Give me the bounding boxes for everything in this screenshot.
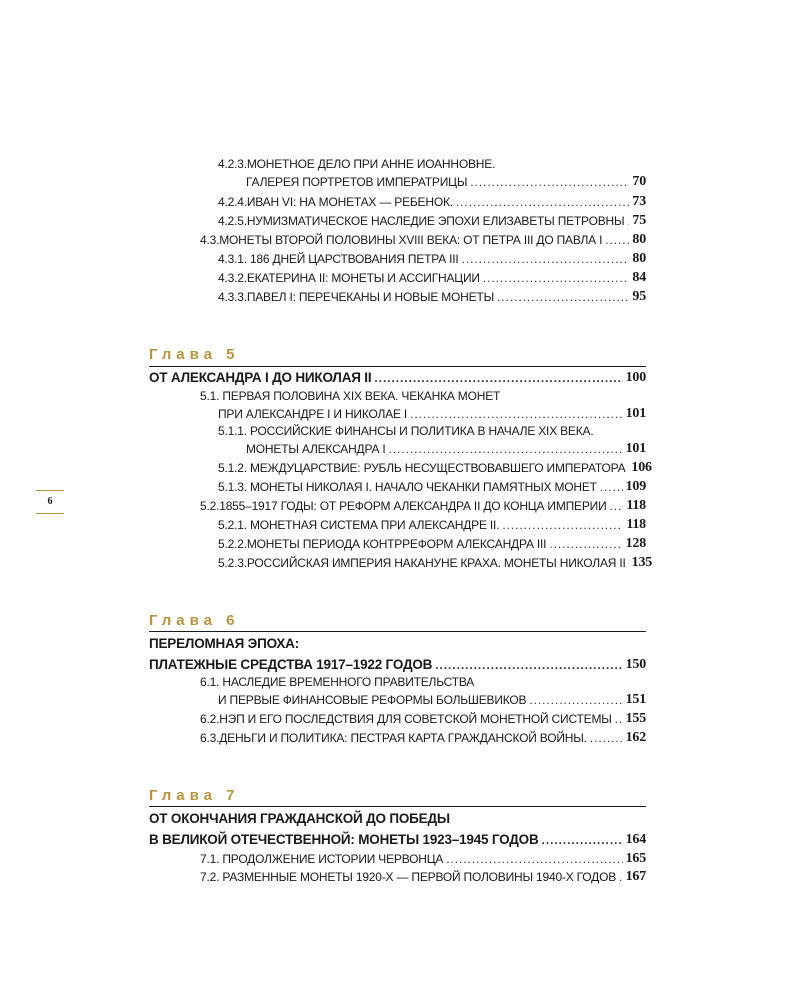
toc-entry-4-2-5[interactable]: 4.2.5.НУМИЗМАТИЧЕСКОЕ НАСЛЕДИЕ ЭПОХИ ЕЛИЗАВЕТЫ ПЕТРОВНЫ . . . 75 [149, 210, 646, 228]
toc-entry-4-3-1[interactable]: 4.3.1. 186 ДНЕЙ ЦАРСТВОВАНИЯ ПЕТРА III . . . 80 [149, 248, 646, 266]
toc-entry-4-2-3[interactable]: ГАЛЕРЕЯ ПОРТРЕТОВ ИМПЕРАТРИЦЫ . . . 70 [149, 171, 646, 189]
chapter-6-title[interactable]: ПЛАТЕЖНЫЕ СРЕДСТВА 1917–1922 ГОДОВ . . . 150 [149, 654, 646, 672]
page-number: 6 [36, 490, 64, 514]
toc-entry-6-1-line1: 6.1. НАСЛЕДИЕ ВРЕМЕННОГО ПРАВИТЕЛЬСТВА [200, 675, 475, 689]
chapter-6-rule [149, 631, 646, 632]
chapter-7-rule [149, 806, 646, 807]
toc-entry-4-2-4[interactable]: 4.2.4.ИВАН VI: НА МОНЕТАХ — РЕБЕНОК. . . . 73 [149, 191, 646, 209]
toc-entry-6-1[interactable]: И ПЕРВЫЕ ФИНАНСОВЫЕ РЕФОРМЫ БОЛЬШЕВИКОВ . . . 151 [149, 689, 646, 707]
toc-entry-6-2[interactable]: 6.2.НЭП И ЕГО ПОСЛЕДСТВИЯ ДЛЯ СОВЕТСКОЙ МОНЕТНОЙ СИСТЕМЫ . . . 155 [149, 708, 646, 726]
toc-entry-5-1-line1: 5.1. ПЕРВАЯ ПОЛОВИНА XIX ВЕКА. ЧЕКАНКА МОНЕТ [200, 389, 501, 403]
toc-entry-5-2-1[interactable]: 5.2.1. МОНЕТНАЯ СИСТЕМА ПРИ АЛЕКСАНДРЕ II. . . . 118 [149, 514, 646, 532]
toc-entry-5-1-1[interactable]: МОНЕТЫ АЛЕКСАНДРА I . . . 101 [149, 438, 646, 456]
chapter-7-label: Глава 7 [149, 787, 240, 804]
toc-entry-7-2[interactable]: 7.2. РАЗМЕННЫЕ МОНЕТЫ 1920-Х — ПЕРВОЙ ПОЛОВИНЫ 1940-Х ГОДОВ . . . 167 [149, 866, 646, 884]
toc-entry-4-3[interactable]: 4.3.МОНЕТЫ ВТОРОЙ ПОЛОВИНЫ XVIII ВЕКА: ОТ ПЕТРА III ДО ПАВЛА I . . . 80 [149, 229, 646, 247]
toc-entry-5-1[interactable]: ПРИ АЛЕКСАНДРЕ I И НИКОЛАЕ I . . . 101 [149, 403, 646, 421]
toc-entry-4-3-2[interactable]: 4.3.2.ЕКАТЕРИНА II: МОНЕТЫ И АССИГНАЦИИ . . . 84 [149, 267, 646, 285]
toc-entry-5-1-1-line1: 5.1.1. РОССИЙСКИЕ ФИНАНСЫ И ПОЛИТИКА В НАЧАЛЕ XIX ВЕКА. [218, 424, 594, 438]
toc-entry-5-2-3[interactable]: 5.2.3.РОССИЙСКАЯ ИМПЕРИЯ НАКАНУНЕ КРАХА. МОНЕТЫ НИКОЛАЯ II 135 [218, 555, 653, 570]
toc-entry-5-2[interactable]: 5.2.1855–1917 ГОДЫ: ОТ РЕФОРМ АЛЕКСАНДРА II ДО КОНЦА ИМПЕРИИ . . . 118 [149, 495, 646, 513]
toc-entry-5-1-2[interactable]: 5.1.2. МЕЖДУЦАРСТВИЕ: РУБЛЬ НЕСУЩЕСТВОВАВШЕГО ИМПЕРАТОРА 106 [218, 460, 652, 475]
chapter-6-title-line1: ПЕРЕЛОМНАЯ ЭПОХА: [149, 636, 300, 651]
toc-entry-6-3[interactable]: 6.3.ДЕНЬГИ И ПОЛИТИКА: ПЕСТРАЯ КАРТА ГРАЖДАНСКОЙ ВОЙНЫ. . . . 162 [149, 727, 646, 745]
toc-entry-7-1[interactable]: 7.1. ПРОДОЛЖЕНИЕ ИСТОРИИ ЧЕРВОНЦА . . . 165 [149, 848, 646, 866]
chapter-7-title-line1: ОТ ОКОНЧАНИЯ ГРАЖДАНСКОЙ ДО ПОБЕДЫ [149, 811, 450, 826]
toc-entry-5-2-2[interactable]: 5.2.2.МОНЕТЫ ПЕРИОДА КОНТРРЕФОРМ АЛЕКСАНДРА III . . . 128 [149, 533, 646, 551]
chapter-7-title[interactable]: В ВЕЛИКОЙ ОТЕЧЕСТВЕННОЙ: МОНЕТЫ 1923–1945 ГОДОВ . . . 164 [149, 829, 646, 847]
chapter-5-title[interactable]: ОТ АЛЕКСАНДРА I ДО НИКОЛАЯ II . . . 100 [149, 367, 646, 385]
chapter-5-label: Глава 5 [149, 346, 240, 363]
toc-entry-5-1-3[interactable]: 5.1.3. МОНЕТЫ НИКОЛАЯ I. НАЧАЛО ЧЕКАНКИ ПАМЯТНЫХ МОНЕТ . . . 109 [149, 476, 646, 494]
chapter-6-label: Глава 6 [149, 612, 240, 629]
toc-entry-4-3-3[interactable]: 4.3.3.ПАВЕЛ I: ПЕРЕЧЕКАНЫ И НОВЫЕ МОНЕТЫ . . . 95 [149, 286, 646, 304]
toc-entry-4-2-3-line1: 4.2.3.МОНЕТНОЕ ДЕЛО ПРИ АННЕ ИОАННОВНЕ. [218, 157, 496, 171]
